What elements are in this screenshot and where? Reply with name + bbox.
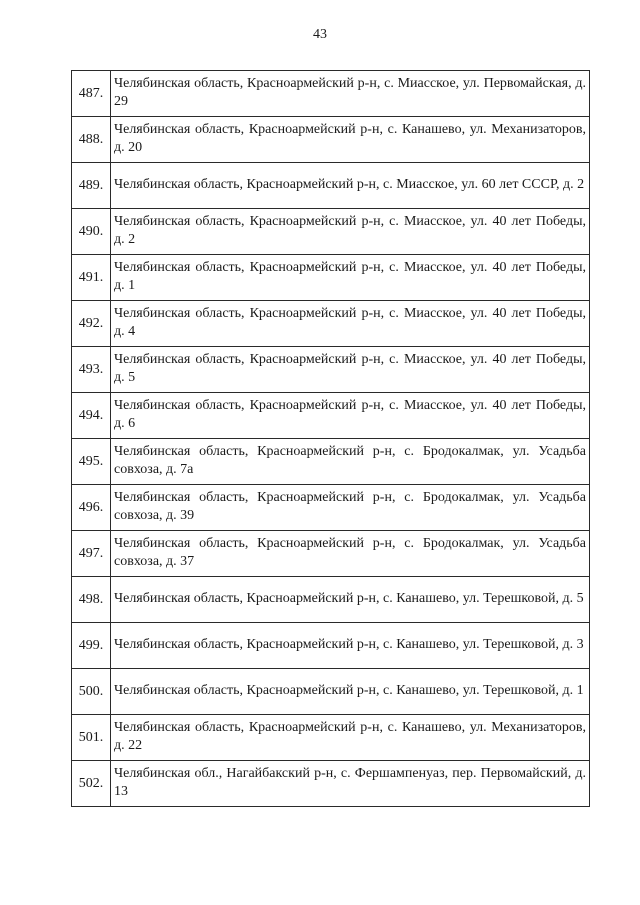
table-row <box>72 163 590 209</box>
row-number: 500. <box>72 669 111 715</box>
address-cell: Челябинская область, Красноармейский р-н, с. Бродокалмак, ул. Усадьба совхоза, д. 39 <box>111 485 590 531</box>
row-number: 498. <box>72 577 111 623</box>
row-number: 495. <box>72 439 111 485</box>
table-row <box>72 531 590 577</box>
table-row <box>72 485 590 531</box>
page-number: 43 <box>313 27 327 42</box>
table-row <box>72 117 590 163</box>
address-cell: Челябинская область, Красноармейский р-н, с. Миасское, ул. 40 лет Победы, д. 2 <box>111 209 590 255</box>
row-number: 501. <box>72 715 111 761</box>
row-number: 497. <box>72 531 111 577</box>
row-number: 494. <box>72 393 111 439</box>
row-number: 496. <box>72 485 111 531</box>
address-cell: Челябинская область, Красноармейский р-н, с. Канашево, ул. Терешковой, д. 1 <box>111 669 590 715</box>
table-row <box>72 393 590 439</box>
address-cell: Челябинская обл., Нагайбакский р-н, с. Фершампенуаз, пер. Первомайский, д. 13 <box>111 761 590 807</box>
row-number: 499. <box>72 623 111 669</box>
table-row <box>72 439 590 485</box>
row-number: 492. <box>72 301 111 347</box>
table-row <box>72 761 590 807</box>
table-row <box>72 71 590 117</box>
address-cell: Челябинская область, Красноармейский р-н, с. Миасское, ул. Первомайская, д. 29 <box>111 71 590 117</box>
address-cell: Челябинская область, Красноармейский р-н, с. Канашево, ул. Терешковой, д. 5 <box>111 577 590 623</box>
address-table <box>71 70 590 807</box>
table-row <box>72 209 590 255</box>
row-number: 502. <box>72 761 111 807</box>
table-row <box>72 577 590 623</box>
row-number: 488. <box>72 117 111 163</box>
address-cell: Челябинская область, Красноармейский р-н, с. Миасское, ул. 60 лет СССР, д. 2 <box>111 163 590 209</box>
address-cell: Челябинская область, Красноармейский р-н, с. Бродокалмак, ул. Усадьба совхоза, д. 37 <box>111 531 590 577</box>
address-cell: Челябинская область, Красноармейский р-н, с. Бродокалмак, ул. Усадьба совхоза, д. 7а <box>111 439 590 485</box>
address-cell: Челябинская область, Красноармейский р-н, с. Канашево, ул. Механизаторов, д. 22 <box>111 715 590 761</box>
row-number: 490. <box>72 209 111 255</box>
row-number: 487. <box>72 71 111 117</box>
address-cell: Челябинская область, Красноармейский р-н, с. Канашево, ул. Механизаторов, д. 20 <box>111 117 590 163</box>
table-row <box>72 347 590 393</box>
row-number: 493. <box>72 347 111 393</box>
row-number: 489. <box>72 163 111 209</box>
address-cell: Челябинская область, Красноармейский р-н, с. Канашево, ул. Терешковой, д. 3 <box>111 623 590 669</box>
row-number: 491. <box>72 255 111 301</box>
table-row <box>72 715 590 761</box>
address-cell: Челябинская область, Красноармейский р-н, с. Миасское, ул. 40 лет Победы, д. 6 <box>111 393 590 439</box>
address-cell: Челябинская область, Красноармейский р-н, с. Миасское, ул. 40 лет Победы, д. 1 <box>111 255 590 301</box>
table-row <box>72 623 590 669</box>
address-cell: Челябинская область, Красноармейский р-н, с. Миасское, ул. 40 лет Победы, д. 4 <box>111 301 590 347</box>
address-cell: Челябинская область, Красноармейский р-н, с. Миасское, ул. 40 лет Победы, д. 5 <box>111 347 590 393</box>
table-row <box>72 669 590 715</box>
table-row <box>72 301 590 347</box>
table-row <box>72 255 590 301</box>
